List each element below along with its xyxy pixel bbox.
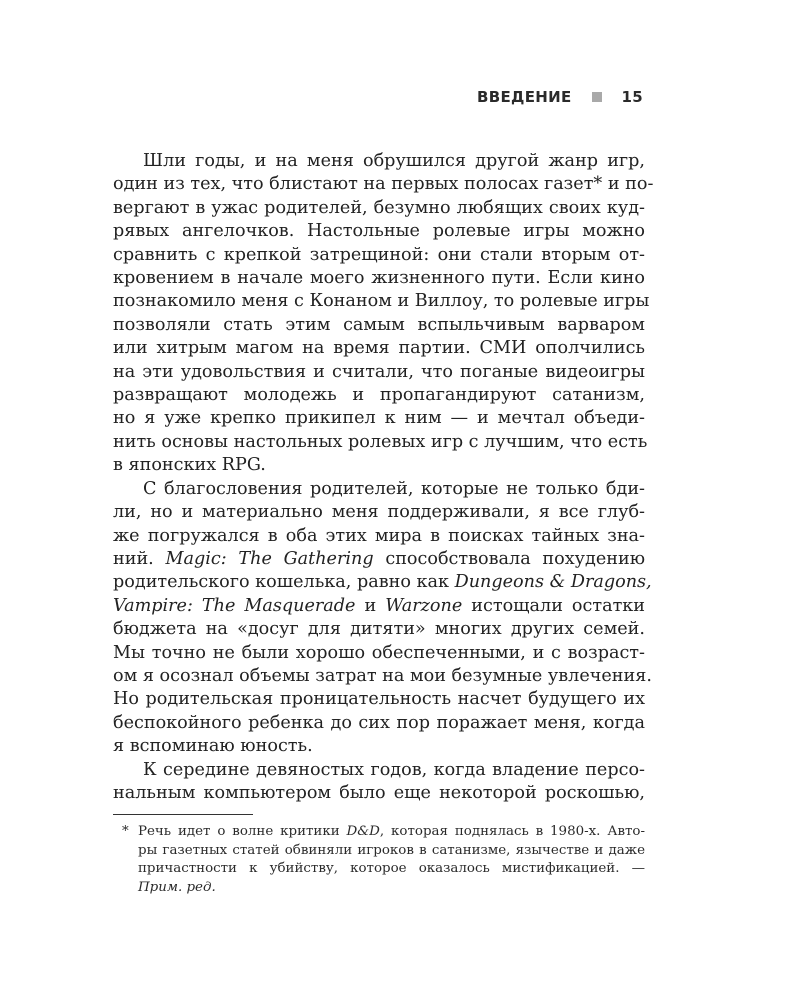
footnote-line: ры газетных статей обвиняли игроков в сатанизме, язычестве и даже (138, 842, 645, 858)
text-line: же погружался в оба этих мира в поисках тайных зна- (113, 525, 645, 546)
text-fragment: способствовала похудению (385, 548, 646, 569)
text-line: в японских RPG. (113, 455, 266, 476)
game-title: D&D (346, 824, 380, 839)
text-line: один из тех, что блистают на первых полосах газет* и по- (113, 174, 654, 195)
text-fragment: , которая поднялась в 1980-х. Авто- (379, 824, 645, 839)
text-fragment: родительского кошелька, равно как (113, 572, 449, 593)
text-line: развращают молодежь и пропагандируют сатанизм, (113, 385, 645, 406)
text-line: или хитрым магом на время партии. СМИ ополчились (113, 338, 645, 359)
section-title: ВВЕДЕНИЕ (477, 88, 572, 106)
text-line: нить основы настольных ролевых игр с лучшим, что есть (113, 431, 648, 452)
text-line: познакомило меня с Конаном и Виллоу, то ролевые игры (113, 291, 650, 312)
text-line: вергают в ужас родителей, безумно любящих своих куд- (113, 197, 645, 218)
text-line: нальным компьютером было еще некоторой роскошью, (113, 782, 645, 803)
footnote-line: причастности к убийству, которое оказалось мистификацией. — (138, 861, 645, 877)
text-line: ли, но и материально меня поддерживали, я все глуб- (113, 502, 645, 523)
text-line: бюджета на «досуг для дитяти» многих других семей. (113, 619, 645, 640)
text-line: Мы точно не были хорошо обеспеченными, и с возраст- (113, 642, 645, 663)
paragraph-3 (113, 759, 645, 806)
text-line (113, 595, 645, 618)
text-line: ом я осознал объемы затрат на мои безумные увлечения. (113, 665, 652, 686)
footnote-line (138, 879, 645, 898)
paragraph-1 (113, 150, 654, 478)
text-fragment: Речь идет о волне критики (138, 824, 340, 839)
footnote (113, 823, 645, 897)
footnote-line (138, 823, 645, 842)
text-line: но я уже крепко прикипел к ним — и мечтал объеди- (113, 408, 645, 429)
game-title: Warzone (385, 595, 463, 616)
text-line: сравнить с крепкой затрещиной: они стали вторым от- (113, 244, 645, 265)
text-line: я вспоминаю юность. (113, 736, 313, 757)
text-fragment: истощали остатки (471, 595, 646, 616)
footnote-divider (113, 814, 253, 815)
game-title: Dungeons & Dragons, (454, 572, 652, 593)
text-line: кровением в начале моего жизненного пути. Если кино (113, 268, 645, 289)
text-line: рявых ангелочков. Настольные ролевые игры можно (113, 221, 645, 242)
text-line (113, 571, 652, 594)
paragraph-2 (113, 478, 652, 759)
text-line: Шли годы, и на меня обрушился другой жанр игр, (143, 151, 645, 171)
running-header (477, 88, 643, 106)
text-fragment: ний. (113, 548, 154, 569)
text-line: на эти удовольствия и считали, что поганые видеоигры (113, 361, 645, 382)
separator-square-icon (592, 92, 602, 102)
text-fragment: и (364, 595, 377, 616)
game-title: Vampire: The Masquerade (113, 595, 356, 616)
text-line: К середине девяностых годов, когда владение персо- (143, 759, 645, 780)
footnote-mark: * (122, 824, 129, 839)
main-text (113, 150, 654, 805)
text-line: беспокойного ребенка до сих пор поражает меня, когда (113, 712, 645, 733)
editor-note: Прим. ред. (138, 879, 216, 895)
page-number: 15 (621, 88, 643, 106)
text-line: С благословения родителей, которые не только бди- (143, 478, 645, 499)
game-title: Magic: The Gathering (165, 548, 374, 569)
text-line (113, 548, 645, 571)
text-line: позволяли стать этим самым вспыльчивым варваром (113, 314, 645, 335)
text-line: Но родительская проницательность насчет будущего их (113, 689, 645, 710)
